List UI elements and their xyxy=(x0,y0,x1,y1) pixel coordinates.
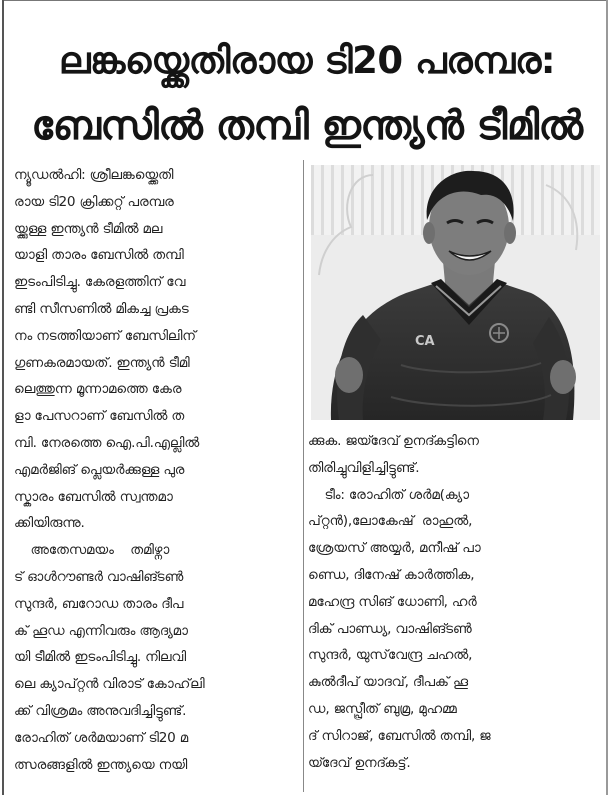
headline-line-2: ബേസിൽ തമ്പി ഇന്ത്യൻ ടീമിൽ xyxy=(31,103,583,149)
article-line: ന്യൂഡൽഹി: ശ്രീലങ്കയ്ക്കെതി xyxy=(14,167,174,183)
left-column-body xyxy=(14,162,296,778)
article-line: യ്ദേവ് ഉനദ്കട്ട്. xyxy=(308,754,411,771)
article-line: കുൽദീപ് യാദവ്, ദീപക് ഹൂ xyxy=(308,674,469,691)
article-line: സുന്ദർ, യുസ്‌വേന്ദ്ര ചഹൽ, xyxy=(308,647,473,664)
article-line: ഗുണകരമായത്. ഇന്ത്യൻ ടീമി xyxy=(14,354,190,371)
article-line: സ്കാരം ബേസിൽ സ്വന്തമാ xyxy=(14,488,173,505)
article-line: ളാ പേസറാണ് ബേസിൽ ത xyxy=(14,408,185,425)
column-divider xyxy=(303,160,304,792)
article-line: ടീം: രോഹിത് ശർമ(ക്യാ xyxy=(308,486,469,503)
article-line: ദ് സിറാജ്, ബേസിൽ തമ്പി, ജ xyxy=(308,727,491,744)
article-line: എമർജിങ് പ്ലെയർക്കുള്ള പുര xyxy=(14,461,185,478)
article-line: തിരിച്ചുവിളിച്ചിട്ടുണ്ട്. xyxy=(308,459,420,476)
article-line: രോഹിത് ശർമയാണ് ടി20 മ xyxy=(14,729,189,746)
article-line: ഡ, ജസ്പ്രീത് ബുമ്ര, മുഹമ്മ xyxy=(308,700,457,717)
article-line: യി ടീമിൽ ഇടംപിടിച്ചു. നിലവി xyxy=(14,649,187,666)
article-line: ത്സരങ്ങളിൽ ഇന്ത്യയെ നയി xyxy=(14,756,188,773)
player-photo xyxy=(311,165,600,420)
article-line: ക് ഹൂഡ എന്നിവരും ആദ്യമാ xyxy=(14,622,188,639)
article-line: ട് ഓൾറൗണ്ടർ വാഷിങ്ടൺ xyxy=(14,568,184,585)
jersey-text: CA xyxy=(415,334,435,349)
article-line: പ്റ്റൻ),ലോകേഷ് രാഹുൽ, xyxy=(308,513,473,530)
article-line: നം നടത്തിയാണ് ബേസിലിന് xyxy=(14,327,196,344)
frame-right-border xyxy=(606,0,608,795)
article-line: ഇടംപിടിച്ചു. കേരളത്തിന് വേ xyxy=(14,274,186,291)
article-line: ക്കിയിരുന്നു. xyxy=(14,515,85,532)
article-line: മഹേന്ദ്ര സിങ് ധോണി, ഹർ xyxy=(308,593,477,610)
article-line: ണ്ഡെ, ദിനേഷ് കാർത്തിക, xyxy=(308,566,475,583)
headline-line-1: ലങ്കയ്ക്കെതിരായ ടി20 പരമ്പര: xyxy=(58,39,556,82)
player-photo-image xyxy=(311,165,600,420)
article-line: അതേസമയം തമിഴ്നാ xyxy=(14,542,170,559)
article-line: ക്കുക. ജയ്ദേവ് ഉനദ്കട്ടിനെ xyxy=(308,433,479,449)
article-line: യാളി താരം ബേസിൽ തമ്പി xyxy=(14,247,184,264)
article-line: യ്ക്കുള്ള ഇന്ത്യൻ ടീമിൽ മല xyxy=(14,220,163,237)
article-line: ലെ ക്യാപ്റ്റൻ വിരാട് കോഹ്‌ലി xyxy=(14,676,205,693)
right-column-body xyxy=(308,428,600,776)
article-line: രായ ടി20 ക്രിക്കറ്റ് പരമ്പര xyxy=(14,193,174,210)
article-line: ശ്രേയസ് അയ്യർ, മനീഷ് പാ xyxy=(308,540,481,557)
article-line: ലെത്തുന്ന മൂന്നാമത്തെ കേര xyxy=(14,381,182,398)
article-line: ദിക് പാണ്ഡ്യ, വാഷിങ്ടൺ xyxy=(308,620,472,637)
article-line: സുന്ദർ, ബറോഡ താരം ദീപ xyxy=(14,595,184,612)
frame-top-border xyxy=(2,0,608,1)
article-line: ണ്ടി സീസണിൽ മികച്ച പ്രകട xyxy=(14,300,189,317)
article-line: ക്ക് വിശ്രമം അനുവദിച്ചിട്ടുണ്ട്. xyxy=(14,702,187,719)
frame-left-border xyxy=(2,0,4,795)
article-line: മ്പി. നേരത്തെ ഐ.പി.എല്ലിൽ xyxy=(14,434,200,451)
